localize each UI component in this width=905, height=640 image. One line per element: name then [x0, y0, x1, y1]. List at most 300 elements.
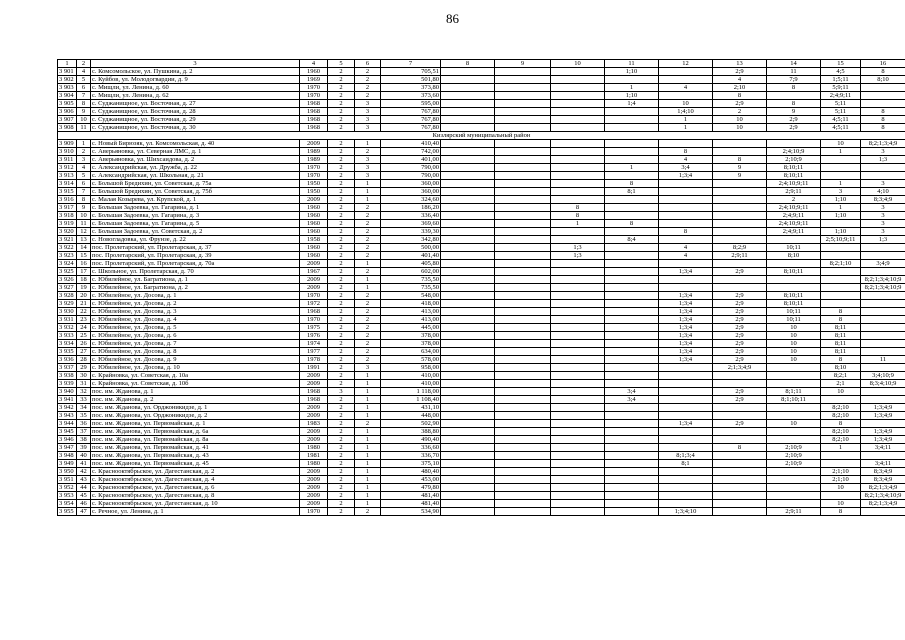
- table-cell: 431,10: [381, 404, 441, 412]
- table-cell: 2;9: [713, 348, 767, 356]
- table-cell: 1960: [300, 228, 328, 236]
- table-cell: 23: [77, 316, 91, 324]
- table-cell: [441, 116, 495, 124]
- table-cell: [861, 92, 905, 100]
- table-cell: [441, 180, 495, 188]
- table-cell: [441, 468, 495, 476]
- table-cell: 2: [328, 236, 355, 244]
- table-row: [58, 348, 905, 356]
- table-cell: 1: [355, 276, 381, 284]
- table-cell: [551, 452, 605, 460]
- table-cell: 2: [355, 252, 381, 260]
- table-cell: [605, 332, 659, 340]
- table-cell: [551, 388, 605, 396]
- table-cell: 2;4;10;9;11: [767, 220, 821, 228]
- table-cell: [659, 372, 713, 380]
- table-cell: 11: [77, 220, 91, 228]
- table-cell: с. Крайновка, ул. Советская, д. 10а: [91, 372, 300, 380]
- table-cell: [441, 404, 495, 412]
- table-cell: 2009: [300, 140, 328, 148]
- table-cell: [441, 292, 495, 300]
- table-cell: [713, 236, 767, 244]
- table-cell: 8;10: [767, 252, 821, 260]
- table-cell: 2;4;10;9;11: [767, 180, 821, 188]
- table-cell: 8: [713, 444, 767, 452]
- column-header: 8: [441, 60, 495, 68]
- table-cell: [659, 140, 713, 148]
- table-cell: 8: [821, 420, 861, 428]
- table-cell: 2: [328, 180, 355, 188]
- table-cell: 2: [328, 188, 355, 196]
- table-cell: [441, 220, 495, 228]
- table-cell: [861, 420, 905, 428]
- column-header: 15: [821, 60, 861, 68]
- table-cell: 1977: [300, 348, 328, 356]
- table-cell: 2: [328, 76, 355, 84]
- table-cell: с. Краснооктябрьское, ул. Дагестанская, д. 8: [91, 492, 300, 500]
- table-cell: 2: [328, 348, 355, 356]
- table-cell: 8;1: [659, 460, 713, 468]
- table-cell: [713, 196, 767, 204]
- table-cell: 2: [328, 140, 355, 148]
- table-cell: [551, 316, 605, 324]
- table-cell: 2: [328, 84, 355, 92]
- table-cell: 3: [355, 364, 381, 372]
- table-cell: 3 916: [58, 196, 77, 204]
- table-cell: 1968: [300, 396, 328, 404]
- table-cell: 2009: [300, 436, 328, 444]
- table-cell: 11: [77, 124, 91, 132]
- table-cell: 12: [77, 228, 91, 236]
- table-cell: 2: [328, 380, 355, 388]
- table-cell: [495, 340, 551, 348]
- table-cell: [767, 404, 821, 412]
- table-cell: 742,00: [381, 148, 441, 156]
- table-cell: [605, 116, 659, 124]
- table-cell: [495, 428, 551, 436]
- table-cell: [551, 148, 605, 156]
- table-cell: пос. Пролетарский, ул. Пролетарская, д. 37: [91, 244, 300, 252]
- table-cell: 3 940: [58, 388, 77, 396]
- table-cell: [605, 468, 659, 476]
- table-cell: 3;4;10;9: [861, 372, 905, 380]
- table-cell: 1;3;4: [659, 356, 713, 364]
- table-cell: 2: [355, 340, 381, 348]
- table-cell: [551, 156, 605, 164]
- table-cell: [821, 252, 861, 260]
- table-cell: 2: [328, 260, 355, 268]
- table-cell: 4;5;11: [821, 124, 861, 132]
- table-cell: [551, 348, 605, 356]
- column-header: 2: [77, 60, 91, 68]
- table-row: [58, 260, 905, 268]
- table-cell: [495, 404, 551, 412]
- table-cell: 10: [821, 500, 861, 508]
- table-cell: [605, 252, 659, 260]
- table-row: [58, 412, 905, 420]
- table-cell: 10;11: [767, 316, 821, 324]
- table-cell: 2: [328, 492, 355, 500]
- table-cell: [713, 228, 767, 236]
- table-cell: [441, 444, 495, 452]
- table-cell: 2;1: [821, 380, 861, 388]
- table-cell: [605, 316, 659, 324]
- table-cell: 2009: [300, 492, 328, 500]
- table-cell: [495, 436, 551, 444]
- housing-register-table: [57, 59, 905, 516]
- table-cell: 548,00: [381, 292, 441, 300]
- table-cell: 2: [328, 68, 355, 76]
- table-cell: [605, 444, 659, 452]
- table-cell: [605, 308, 659, 316]
- table-cell: [441, 140, 495, 148]
- table-cell: 11: [767, 68, 821, 76]
- table-cell: 767,80: [381, 108, 441, 116]
- table-cell: 8: [551, 212, 605, 220]
- table-cell: с. Аверьяновка, ул. Северная ЛМС, д. 1: [91, 148, 300, 156]
- table-cell: [767, 500, 821, 508]
- table-cell: 1: [355, 380, 381, 388]
- table-cell: 8: [77, 100, 91, 108]
- table-cell: [713, 220, 767, 228]
- table-cell: [441, 372, 495, 380]
- table-cell: пос. им. Жданова, д. 1: [91, 388, 300, 396]
- table-cell: 3 902: [58, 76, 77, 84]
- table-cell: 10: [767, 348, 821, 356]
- table-cell: [659, 444, 713, 452]
- table-cell: 7;9: [767, 76, 821, 84]
- table-cell: 1974: [300, 340, 328, 348]
- table-cell: 1: [355, 284, 381, 292]
- table-cell: [495, 420, 551, 428]
- table-cell: 481,40: [381, 500, 441, 508]
- table-cell: 2: [355, 508, 381, 516]
- table-cell: 2;9: [713, 332, 767, 340]
- table-cell: 2009: [300, 276, 328, 284]
- table-cell: 2;9: [713, 324, 767, 332]
- table-cell: [821, 396, 861, 404]
- table-cell: 2: [713, 108, 767, 116]
- table-cell: [861, 100, 905, 108]
- table-cell: 1: [605, 84, 659, 92]
- table-cell: [495, 212, 551, 220]
- table-cell: 10: [821, 388, 861, 396]
- table-cell: 1991: [300, 364, 328, 372]
- table-cell: 2009: [300, 404, 328, 412]
- table-cell: 2: [355, 76, 381, 84]
- table-cell: [551, 492, 605, 500]
- table-cell: 1975: [300, 324, 328, 332]
- table-row: [58, 220, 905, 228]
- table-cell: 8;2;1;3;4;10;9: [861, 492, 905, 500]
- table-cell: 8;3;4;10;9: [861, 380, 905, 388]
- table-cell: пос. Пролетарский, ул. Пролетарская, д. 39: [91, 252, 300, 260]
- table-cell: [495, 492, 551, 500]
- table-cell: 9: [713, 172, 767, 180]
- table-cell: с. Юбилейное, ул. Досова, д. 9: [91, 356, 300, 364]
- table-cell: 3 931: [58, 316, 77, 324]
- table-cell: [495, 148, 551, 156]
- table-row: [58, 508, 905, 516]
- table-cell: [659, 276, 713, 284]
- table-cell: [551, 412, 605, 420]
- table-cell: [605, 276, 659, 284]
- table-cell: 2009: [300, 500, 328, 508]
- table-cell: [659, 380, 713, 388]
- table-cell: [551, 300, 605, 308]
- table-cell: 2;9: [713, 388, 767, 396]
- table-cell: 369,60: [381, 220, 441, 228]
- table-cell: 1: [659, 124, 713, 132]
- table-cell: пос. им. Жданова, ул. Орджоникидзе, д. 2: [91, 412, 300, 420]
- table-cell: [441, 100, 495, 108]
- table-cell: [551, 500, 605, 508]
- table-cell: 2: [328, 300, 355, 308]
- table-cell: 2;9: [713, 340, 767, 348]
- table-cell: пос. им. Жданова, ул. Первомайская, д. 41: [91, 444, 300, 452]
- table-cell: [821, 164, 861, 172]
- table-cell: с. Юбилейное, ул. Досова, д. 1: [91, 292, 300, 300]
- table-cell: 634,00: [381, 348, 441, 356]
- table-cell: 1: [355, 396, 381, 404]
- table-cell: [821, 156, 861, 164]
- table-row: [58, 324, 905, 332]
- table-cell: [551, 124, 605, 132]
- table-cell: 8: [821, 316, 861, 324]
- table-cell: [659, 68, 713, 76]
- table-cell: с. Большой Бредихин, ул. Советская, д. 75б: [91, 188, 300, 196]
- table-cell: [551, 268, 605, 276]
- table-cell: [605, 380, 659, 388]
- table-cell: 4: [659, 252, 713, 260]
- table-row: [58, 276, 905, 284]
- table-cell: 7: [77, 188, 91, 196]
- table-cell: с. Краснооктябрьское, ул. Дагестанская, д. 4: [91, 476, 300, 484]
- table-cell: [713, 188, 767, 196]
- table-row: [58, 316, 905, 324]
- table-cell: [495, 108, 551, 116]
- table-cell: 3 936: [58, 356, 77, 364]
- table-cell: 2: [355, 204, 381, 212]
- table-cell: [495, 268, 551, 276]
- table-cell: 2009: [300, 484, 328, 492]
- table-cell: 2: [355, 420, 381, 428]
- table-cell: 1;3: [861, 156, 905, 164]
- table-cell: 3: [355, 172, 381, 180]
- table-cell: [551, 276, 605, 284]
- table-cell: 38: [77, 436, 91, 444]
- table-row: [58, 404, 905, 412]
- table-cell: 2;10;9: [767, 460, 821, 468]
- table-row: [58, 76, 905, 84]
- table-cell: 1;4: [605, 100, 659, 108]
- table-cell: 418,00: [381, 300, 441, 308]
- table-cell: 10: [767, 324, 821, 332]
- table-cell: [441, 380, 495, 388]
- column-header: 14: [767, 60, 821, 68]
- table-cell: [605, 340, 659, 348]
- table-cell: 1: [355, 444, 381, 452]
- table-cell: 8;2;1;3;4;9: [861, 140, 905, 148]
- table-cell: 3 927: [58, 284, 77, 292]
- table-cell: 3 919: [58, 220, 77, 228]
- table-cell: 3 935: [58, 348, 77, 356]
- table-cell: 2: [328, 220, 355, 228]
- table-cell: 1960: [300, 68, 328, 76]
- table-cell: [767, 260, 821, 268]
- table-cell: [713, 260, 767, 268]
- table-cell: с. Комсомольское, ул. Пушкина, д. 2: [91, 68, 300, 76]
- table-cell: 2: [355, 68, 381, 76]
- table-cell: [659, 436, 713, 444]
- table-cell: [441, 508, 495, 516]
- table-cell: 8: [767, 84, 821, 92]
- table-cell: [659, 476, 713, 484]
- table-row: [58, 180, 905, 188]
- table-cell: 2: [328, 164, 355, 172]
- table-cell: 3: [355, 156, 381, 164]
- table-cell: 2009: [300, 196, 328, 204]
- table-cell: 2;9;11: [713, 252, 767, 260]
- table-cell: 2: [355, 236, 381, 244]
- table-cell: [495, 84, 551, 92]
- table-cell: 3 918: [58, 212, 77, 220]
- table-cell: [605, 292, 659, 300]
- table-cell: [659, 484, 713, 492]
- table-cell: 401,40: [381, 252, 441, 260]
- table-cell: 2;9: [713, 308, 767, 316]
- table-cell: 2009: [300, 476, 328, 484]
- table-cell: 8;10;11: [767, 268, 821, 276]
- table-cell: [713, 380, 767, 388]
- table-cell: 1970: [300, 508, 328, 516]
- table-cell: [713, 412, 767, 420]
- table-cell: 2: [328, 468, 355, 476]
- table-cell: [495, 500, 551, 508]
- table-cell: 8;11: [821, 324, 861, 332]
- table-cell: 578,00: [381, 356, 441, 364]
- table-cell: 40: [77, 452, 91, 460]
- table-cell: 1;3: [861, 236, 905, 244]
- table-cell: 3;4: [659, 164, 713, 172]
- table-cell: 373,80: [381, 84, 441, 92]
- table-cell: [605, 492, 659, 500]
- table-cell: [441, 164, 495, 172]
- table-cell: [441, 332, 495, 340]
- table-cell: 1: [821, 148, 861, 156]
- table-cell: 735,50: [381, 284, 441, 292]
- table-cell: 8;11: [821, 340, 861, 348]
- table-cell: 4;5: [821, 68, 861, 76]
- table-cell: 4: [659, 244, 713, 252]
- table-cell: 2: [328, 252, 355, 260]
- table-cell: 2009: [300, 372, 328, 380]
- table-cell: 3 941: [58, 396, 77, 404]
- table-cell: 10: [821, 140, 861, 148]
- table-cell: [495, 484, 551, 492]
- table-cell: [605, 372, 659, 380]
- table-cell: [495, 396, 551, 404]
- table-cell: 3 953: [58, 492, 77, 500]
- table-cell: 790,00: [381, 164, 441, 172]
- table-cell: 3 944: [58, 420, 77, 428]
- table-cell: [861, 292, 905, 300]
- table-cell: 1;3;4;9: [861, 436, 905, 444]
- table-cell: [495, 324, 551, 332]
- table-cell: [441, 364, 495, 372]
- table-row: [58, 468, 905, 476]
- table-row: [58, 164, 905, 172]
- table-cell: 1 118,00: [381, 388, 441, 396]
- table-cell: 3 930: [58, 308, 77, 316]
- table-cell: [767, 380, 821, 388]
- table-cell: 47: [77, 508, 91, 516]
- table-cell: 1950: [300, 180, 328, 188]
- table-row: [58, 396, 905, 404]
- table-cell: 336,40: [381, 212, 441, 220]
- table-cell: 2009: [300, 428, 328, 436]
- table-cell: 767,80: [381, 124, 441, 132]
- table-cell: 1983: [300, 420, 328, 428]
- table-row: [58, 100, 905, 108]
- table-cell: [713, 468, 767, 476]
- table-cell: 30: [77, 372, 91, 380]
- table-cell: 3: [328, 388, 355, 396]
- table-cell: [441, 268, 495, 276]
- table-cell: с. Большая Задоевка, ул. Гагарина, д. 5: [91, 220, 300, 228]
- table-cell: [551, 188, 605, 196]
- table-cell: [713, 428, 767, 436]
- table-cell: 2;10;9: [767, 452, 821, 460]
- table-cell: 2: [355, 212, 381, 220]
- table-cell: [441, 148, 495, 156]
- table-cell: [551, 84, 605, 92]
- table-cell: 8;2;10: [821, 428, 861, 436]
- table-cell: [605, 76, 659, 84]
- table-cell: [605, 140, 659, 148]
- table-cell: 2;4;10;9;11: [767, 204, 821, 212]
- table-cell: 360,00: [381, 180, 441, 188]
- table-cell: 1;3;4: [659, 172, 713, 180]
- table-cell: с. Суджанищное, ул. Восточная, д. 29: [91, 116, 300, 124]
- column-header: 12: [659, 60, 713, 68]
- table-cell: с. Большая Задоевка, ул. Советская, д. 2: [91, 228, 300, 236]
- table-cell: с. Большой Бредихин, ул. Советская, д. 75а: [91, 180, 300, 188]
- table-cell: 2: [355, 220, 381, 228]
- table-cell: 1;4;10: [659, 108, 713, 116]
- table-cell: [551, 420, 605, 428]
- table-cell: 2;9: [713, 100, 767, 108]
- table-cell: 13: [77, 236, 91, 244]
- table-cell: [861, 172, 905, 180]
- table-cell: [861, 164, 905, 172]
- table-cell: 8;10;11: [767, 292, 821, 300]
- table-cell: [551, 428, 605, 436]
- section-header-row: [58, 132, 905, 140]
- table-cell: 4: [77, 68, 91, 76]
- table-cell: [659, 364, 713, 372]
- table-cell: с. Новый Бирюзяк, ул. Комсомольская, д. 40: [91, 140, 300, 148]
- table-cell: 1: [355, 428, 381, 436]
- table-cell: [551, 332, 605, 340]
- page-number: 86: [446, 11, 459, 26]
- table-cell: 8: [605, 220, 659, 228]
- table-cell: [551, 404, 605, 412]
- table-cell: [441, 84, 495, 92]
- table-cell: 2: [328, 476, 355, 484]
- table-cell: 1: [77, 140, 91, 148]
- table-cell: 8;10;11: [767, 172, 821, 180]
